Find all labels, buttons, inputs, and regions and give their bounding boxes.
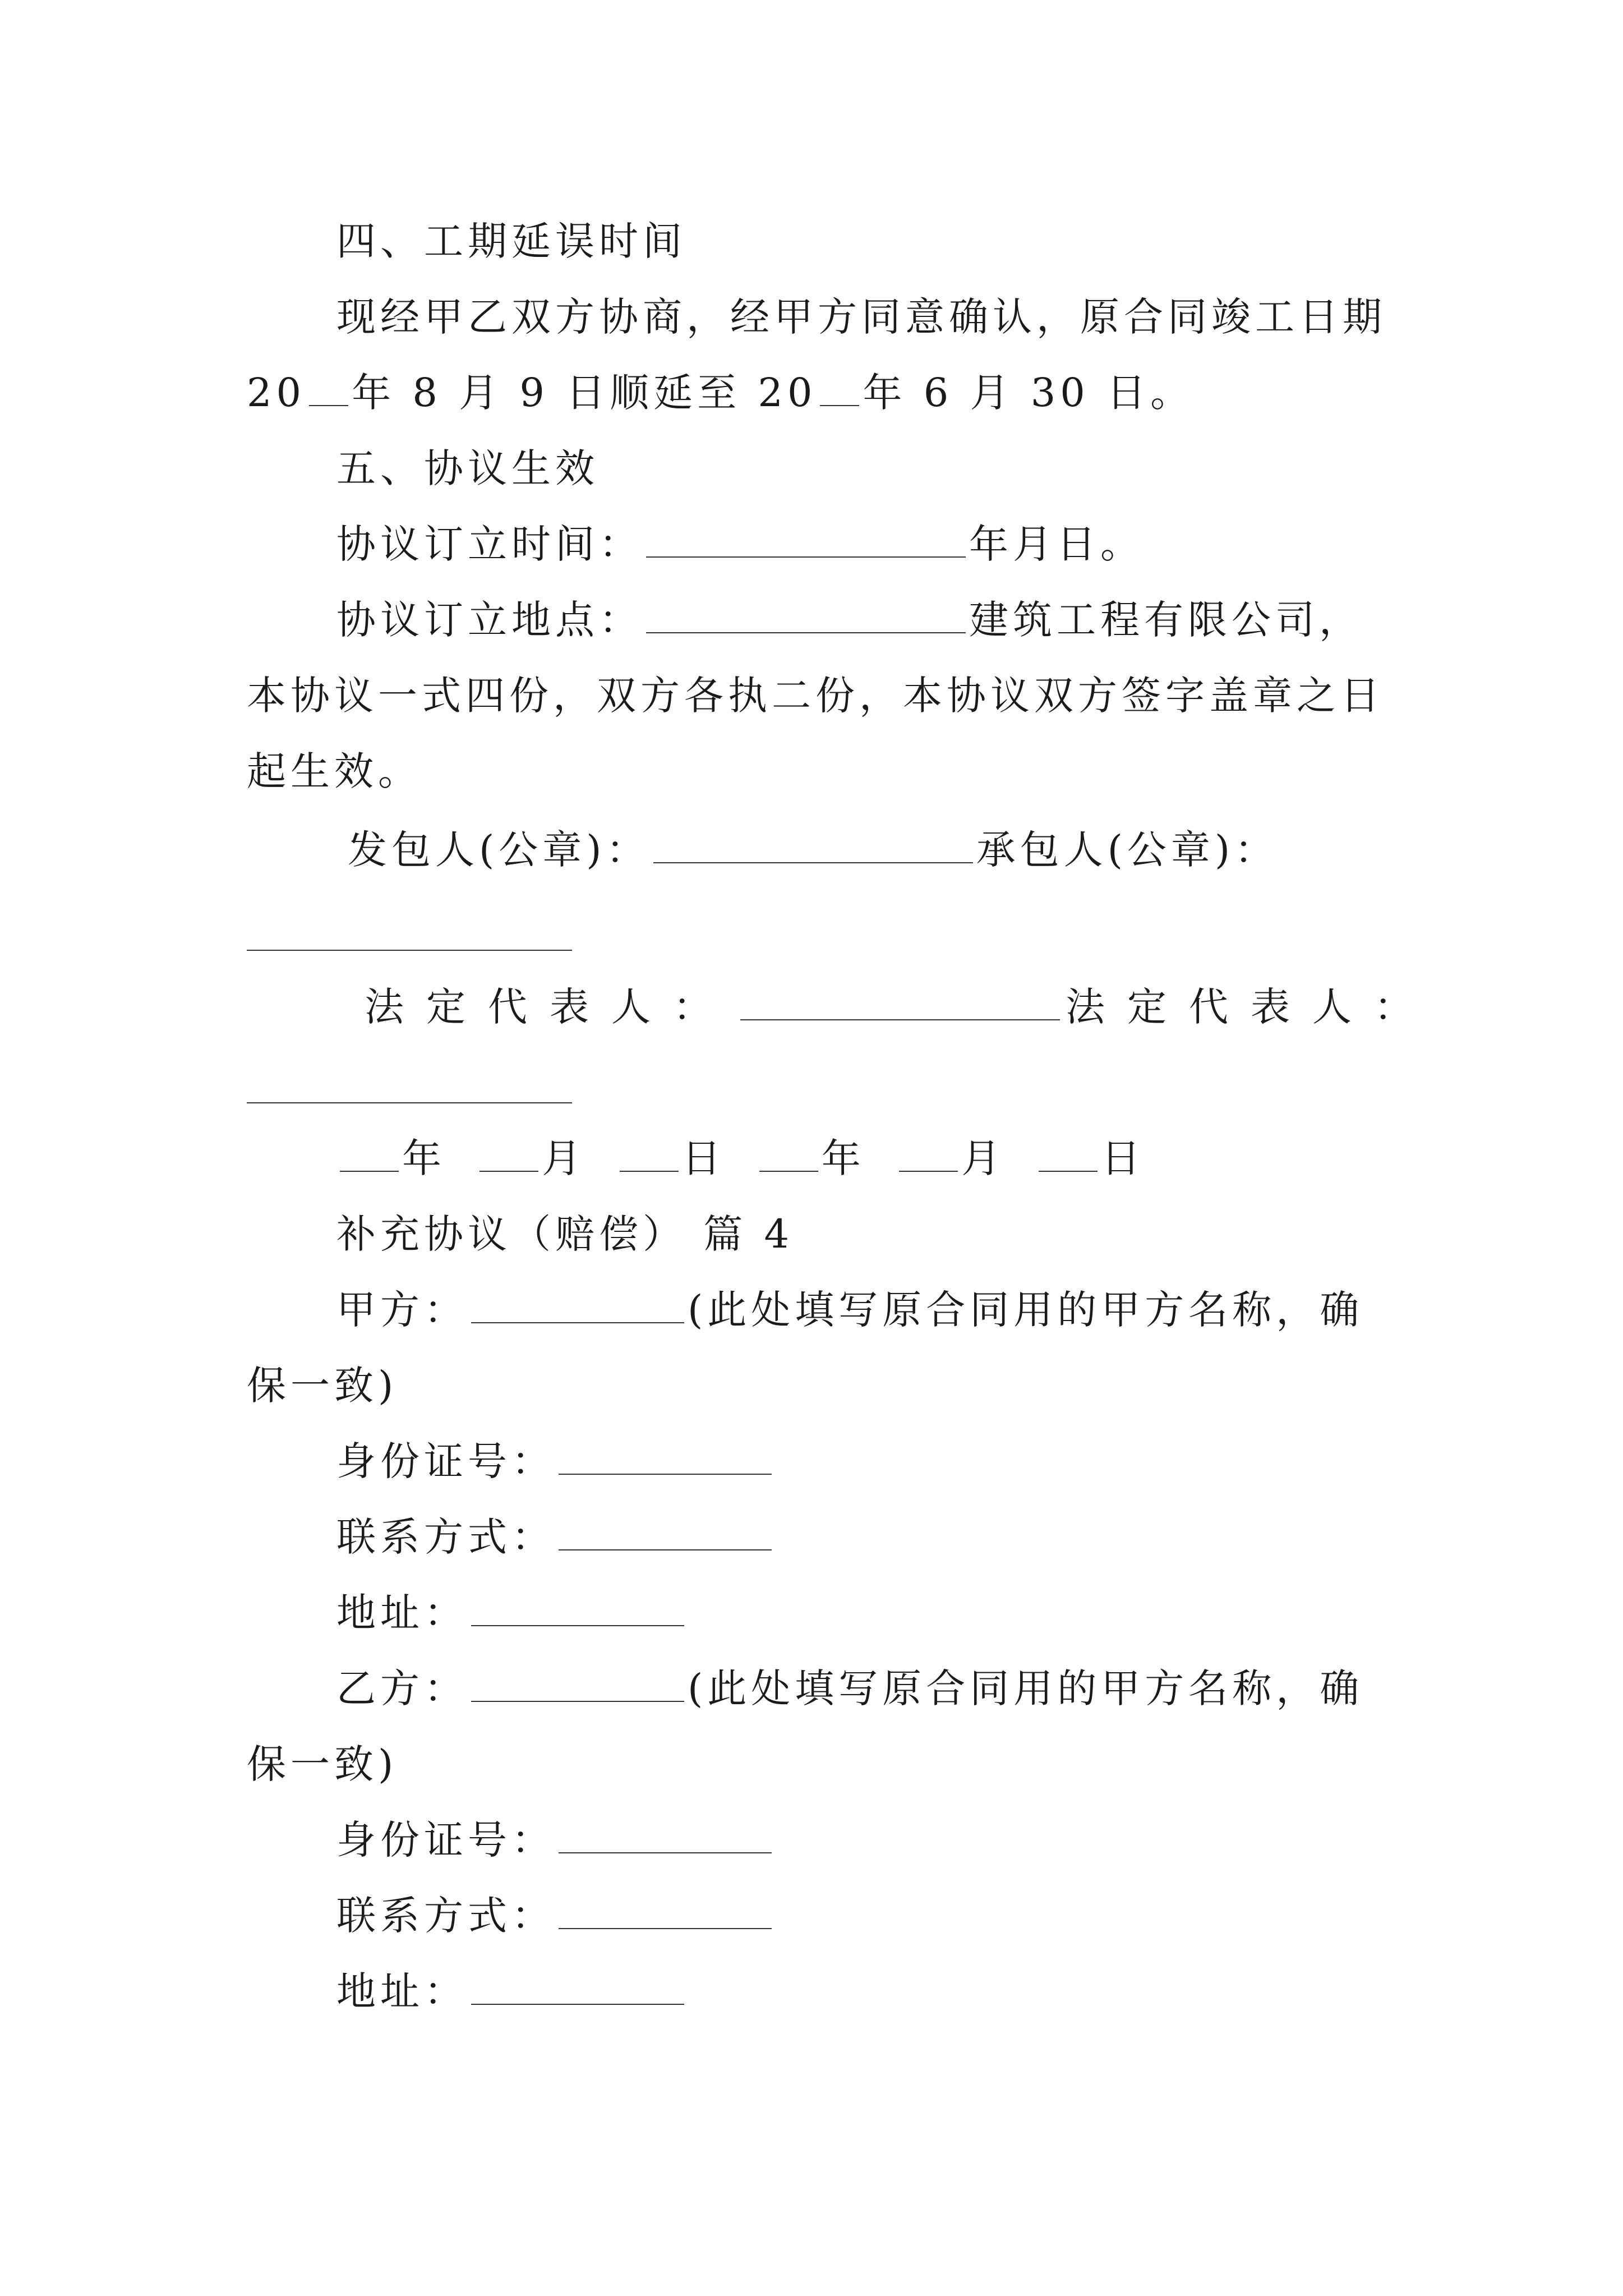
year-blank-a [340, 1137, 399, 1172]
month-label-b: 月 [961, 1135, 1012, 1181]
agreement-place-suffix: 建筑工程有限公司， [969, 597, 1363, 643]
party-b-contact-blank [559, 1894, 772, 1929]
party-a-contact-blank [559, 1516, 772, 1550]
section5-body-line2: 本协议一式四份，双方各执二份，本协议双方签字盖章之日 [247, 673, 1384, 719]
day-blank-a [620, 1137, 679, 1172]
year-label-b: 年 [821, 1135, 872, 1181]
legal-rep-blank-2 [247, 1102, 572, 1103]
agreement-time-suffix: 年月日。 [969, 521, 1144, 567]
year-label-a: 年 [402, 1135, 453, 1181]
party-b-line [336, 1663, 1391, 1714]
party-b-id-label: 身份证号： [336, 1817, 555, 1863]
day-blank-b [1039, 1137, 1098, 1172]
agreement-time-blank [646, 523, 966, 558]
section4-body-line1: 现经甲乙双方协商，经甲方同意确认，原合同竣工日期 [336, 294, 1386, 340]
party-b-contact-label: 联系方式： [336, 1893, 555, 1939]
party-a-note: (此处填写原合同用的甲方名称，确 [688, 1287, 1364, 1333]
contractor-seal-label: 承包人(公章)： [976, 827, 1279, 873]
day-label-b: 日 [1101, 1135, 1152, 1181]
agreement4-title: 补充协议（赔偿） 篇 4 [336, 1211, 794, 1257]
party-b-note: (此处填写原合同用的甲方名称，确 [688, 1665, 1364, 1711]
issuer-seal-label: 发包人(公章)： [348, 827, 650, 873]
section5-heading: 五、协议生效 [336, 445, 599, 491]
party-a-contact-line [336, 1512, 1391, 1562]
party-a-address-label: 地址： [336, 1590, 468, 1636]
month-label-a: 月 [542, 1135, 593, 1181]
legal-rep-line [365, 982, 1436, 1032]
party-b-contact-line [336, 1890, 1391, 1941]
date-text-end: 年 6 月 30 日。 [863, 370, 1195, 416]
day-label-a: 日 [681, 1135, 732, 1181]
party-a-id-label: 身份证号： [336, 1438, 555, 1484]
date-text-mid: 年 8 月 9 日顺延至 20 [352, 370, 817, 416]
party-a-blank [471, 1289, 684, 1323]
party-b-label: 乙方： [336, 1665, 468, 1711]
legal-rep-label-2: 法定代表人： [1066, 984, 1436, 1030]
party-a-address-blank [471, 1591, 684, 1626]
party-a-id-blank [559, 1440, 772, 1475]
signature-dates-line [336, 1133, 1391, 1184]
month-blank-a [479, 1137, 538, 1172]
year-prefix-1: 20 [247, 370, 306, 416]
party-b-id-blank [559, 1819, 772, 1853]
legal-rep-label-1: 法定代表人： [365, 984, 735, 1030]
agreement-time-line [336, 519, 1391, 569]
agreement-time-label: 协议订立时间： [336, 521, 643, 567]
party-a-note-cont: 保一致) [247, 1363, 398, 1409]
party-a-address-line [336, 1588, 1391, 1638]
party-b-blank [471, 1667, 684, 1702]
year-blank-2 [820, 371, 859, 406]
party-b-address-blank [471, 1970, 684, 2005]
party-a-label: 甲方： [336, 1287, 468, 1333]
year-blank-1 [309, 371, 348, 406]
party-b-note-cont: 保一致) [247, 1741, 398, 1787]
section4-heading: 四、工期延误时间 [336, 218, 686, 264]
section5-body-line3: 起生效。 [247, 748, 422, 794]
year-blank-b [759, 1137, 818, 1172]
party-b-address-line [336, 1966, 1391, 2017]
agreement-place-label: 协议订立地点： [336, 597, 643, 643]
month-blank-b [899, 1137, 958, 1172]
party-a-line [336, 1285, 1391, 1335]
section4-body-line2 [247, 367, 1391, 418]
party-a-id-line [336, 1436, 1391, 1487]
party-a-contact-label: 联系方式： [336, 1514, 555, 1560]
agreement-place-line [336, 595, 1391, 645]
agreement-place-blank [646, 599, 966, 633]
legal-rep-blank-1 [740, 986, 1060, 1020]
party-b-address-label: 地址： [336, 1968, 468, 2014]
contractor-seal-blank [247, 950, 572, 951]
seal-line [348, 825, 1391, 875]
issuer-seal-blank [653, 829, 973, 863]
party-b-id-line [336, 1815, 1391, 1865]
